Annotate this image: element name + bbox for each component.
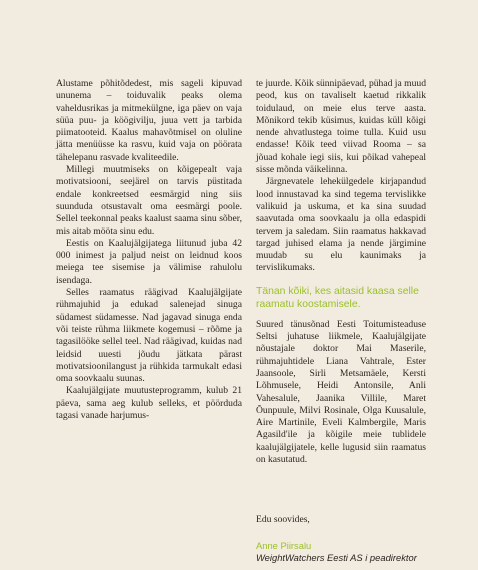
right-text-column	[256, 78, 426, 466]
thanks-heading: Tänan kõiki, kes aitasid kaasa selle raamatu koostamisele.	[256, 285, 419, 310]
paragraph-intro: Alustame põhitõdedest, mis sageli kipuvad ununema – toiduvalik peaks olema vaheldusrikas ja mitmekülgne, iga päev on vaja süüa puu- ja köögivilju, juua vett ja tarbida piimatooteid. Kaalus mahavõtmisel on oluline jätta menüüsse ka rasvu, kuid vaja on pöörata tähelepanu rasvade kvaliteedile.	[56, 78, 242, 163]
paragraph-motivation: Millegi muutmiseks on kõigepealt vaja motivatsiooni, seejärel on tarvis püstitada endale konkreetsed eesmärgid ning siis suunduda otsustavalt oma eesmärgi poole. Sellel teekonnal peaks kaalust saama sinu sõber, mis aitab mööta sinu edu.	[56, 164, 242, 237]
closing-greeting: Edu soovides,	[256, 514, 310, 525]
paragraph-continuation: te juurde. Kõik sünnipäevad, pühad ja muud peod, kus on tavaliselt kaetud rikkalik toidulaud, on meie elus terve aasta. Mõnikord tekib küsimus, kuidas küll kõigi nende ahvatlustega toime tulla. Kuid usu endasse! Kõik teed viivad Rooma – sa jõuad kohale iegi siis, kui põikad vahepeal sisse mõnda väikelinna.	[256, 78, 426, 176]
left-text-column	[56, 78, 242, 422]
paragraph-members: Eestis on Kaalujälgijatega liitunud juba 42 000 inimest ja paljud neist on leidnud koos meiega tee sisemise ja välimise rahulolu isendaga.	[56, 237, 242, 286]
signer-name: Anne Piirsalu	[256, 540, 312, 551]
paragraph-acknowledgements: Suured tänusõnad Eesti Toitumisteaduse Seltsi juhatuse liikmele, Kaalujälgijate nõustajale doktor Mai Maserile, rühmajuhtidele Liana Vahtrale, Ester Jaansoole, Sirli Metsamäele, Kersti Lõhmusele, Heidi Antonsile, Anli Vahesalule, Jaanika Villile, Maret Õunpuule, Milvi Rosinale, Olga Kuusalule, Aire Martinile, Eveli Kalmbergile, Maris Agasild'ile ja kõigile meie tublidele kaalujälgijatele, kelle lugusid siin raamatus on kasutatud.	[256, 318, 426, 466]
signer-role: WeightWatchers Eesti AS i peadirektor	[256, 552, 417, 563]
paragraph-book: Selles raamatus räägivad Kaalujälgijate rühmajuhid ja edukad salenejad sinuga südamest südamesse. Nad jagavad sinuga enda või teiste rühma liikmete kogemusi – rõõme ja tagasilööke sellel teel. Nad räägivad, kuidas nad leidsid uuesti jõudu jätkata pärast motivatsioonilangust ja rühkida tarmukalt edasi oma soovkaalu suunas.	[56, 287, 242, 385]
paragraph-following-pages: Järgnevatele lehekülgedele kirjapandud lood innustavad ka sind tegema tervislikke valikuid ja uskuma, et ka sina suudad saavutada oma soovkaalu ja olla edaspidi tervem ja saledam. Siin raamatus hakkavad targad juhised elama ja nende järgimine muudab su elu kaunimaks ja tervislikumaks.	[256, 176, 426, 274]
paragraph-program: Kaalujälgijate muutusteprogramm, kulub 21 päeva, sama aeg kulub selleks, et pöörduda tagasi vanade harjumus-	[56, 385, 242, 422]
signature-block	[256, 514, 456, 564]
